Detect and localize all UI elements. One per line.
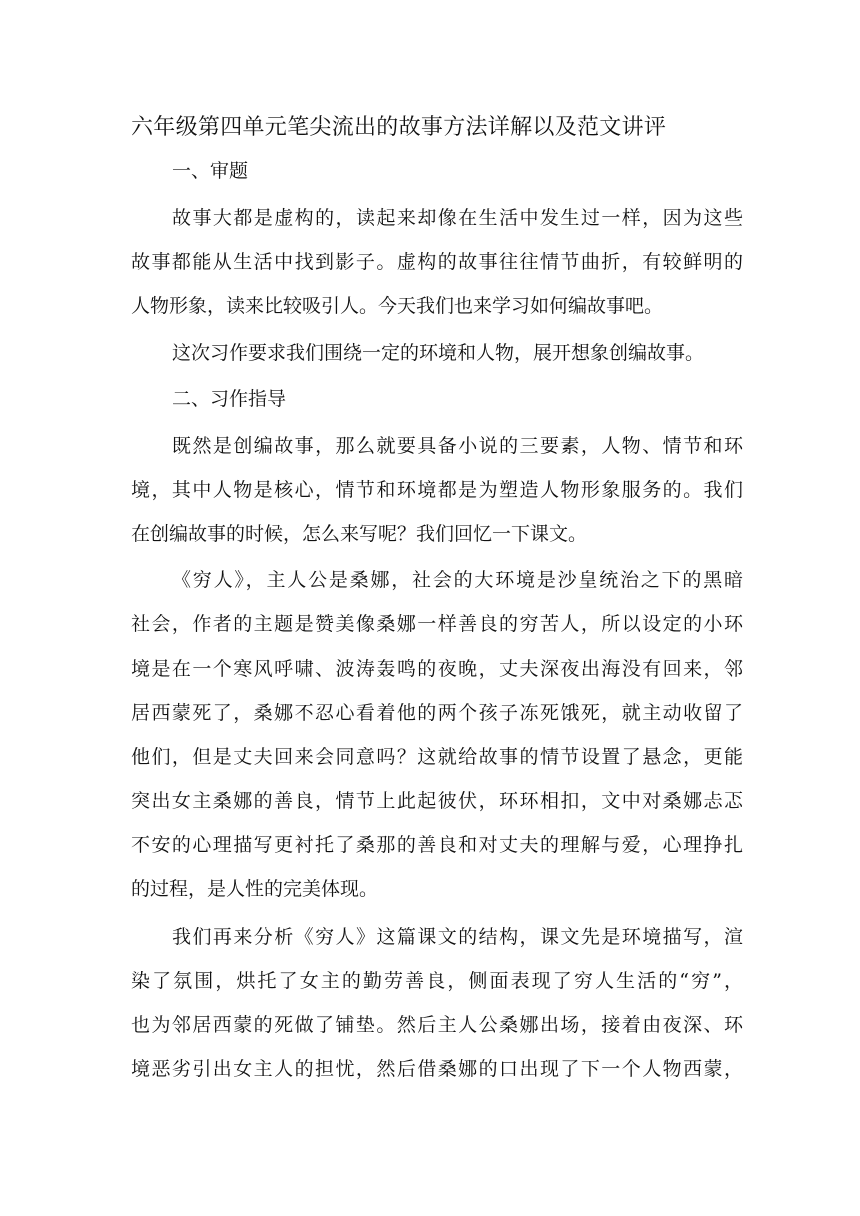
paragraph-line: 人物形象，读来比较吸引人。今天我们也来学习如何编故事吧。	[131, 295, 664, 317]
paragraph-line: 的过程，是人性的完美体现。	[131, 878, 379, 900]
paragraph-line: 社会，作者的主题是赞美像桑娜一样善良的穷苦人，所以设定的小环	[131, 613, 743, 635]
paragraph-line: 境恶劣引出女主人的担忧，然后借桑娜的口出现了下一个人物西蒙，	[131, 1058, 743, 1080]
paragraph-line: 既然是创编故事，那么就要具备小说的三要素，人物、情节和环	[172, 435, 743, 457]
paragraph-line: 《穷人》，主人公是桑娜，社会的大环境是沙皇统治之下的黑暗	[172, 569, 743, 591]
paragraph-line: 境，其中人物是核心，情节和环境都是为塑造人物形象服务的。我们	[131, 479, 743, 501]
paragraph-line: 他们，但是丈夫回来会同意吗？这就给故事的情节设置了悬念，更能	[131, 746, 743, 768]
paragraph-line: 居西蒙死了，桑娜不忍心看着他的两个孩子冻死饿死，就主动收留了	[131, 702, 743, 724]
paragraph-line: 故事都能从生活中找到影子。虚构的故事往往情节曲折，有较鲜明的	[131, 251, 743, 273]
paragraph-line: 这次习作要求我们围绕一定的环境和人物，展开想象创编故事。	[172, 342, 705, 364]
section-heading-review: 一、审题	[172, 160, 249, 182]
paragraph-line: 在创编故事的时候，怎么来写呢？我们回忆一下课文。	[131, 523, 588, 545]
paragraph-line: 不安的心理描写更衬托了桑那的善良和对丈夫的理解与爱，心理挣扎	[131, 834, 743, 856]
paragraph-line: 染了氛围，烘托了女主的勤劳善良，侧面表现了穷人生活的“穷”，	[131, 970, 743, 992]
paragraph-line: 我们再来分析《穷人》这篇课文的结构，课文先是环境描写，渲	[172, 926, 743, 948]
paragraph-line: 故事大都是虚构的，读起来却像在生活中发生过一样，因为这些	[172, 207, 743, 229]
paragraph-line: 境是在一个寒风呼啸、波涛轰鸣的夜晚，丈夫深夜出海没有回来，邻	[131, 658, 743, 680]
paragraph-line: 突出女主桑娜的善良，情节上此起彼伏，环环相扣，文中对桑娜忐忑	[131, 790, 743, 812]
section-heading-guidance: 二、习作指导	[172, 388, 287, 410]
document-title: 六年级第四单元笔尖流出的故事方法详解以及范文讲评	[131, 115, 667, 140]
paragraph-line: 也为邻居西蒙的死做了铺垫。然后主人公桑娜出场，接着由夜深、环	[131, 1014, 743, 1036]
